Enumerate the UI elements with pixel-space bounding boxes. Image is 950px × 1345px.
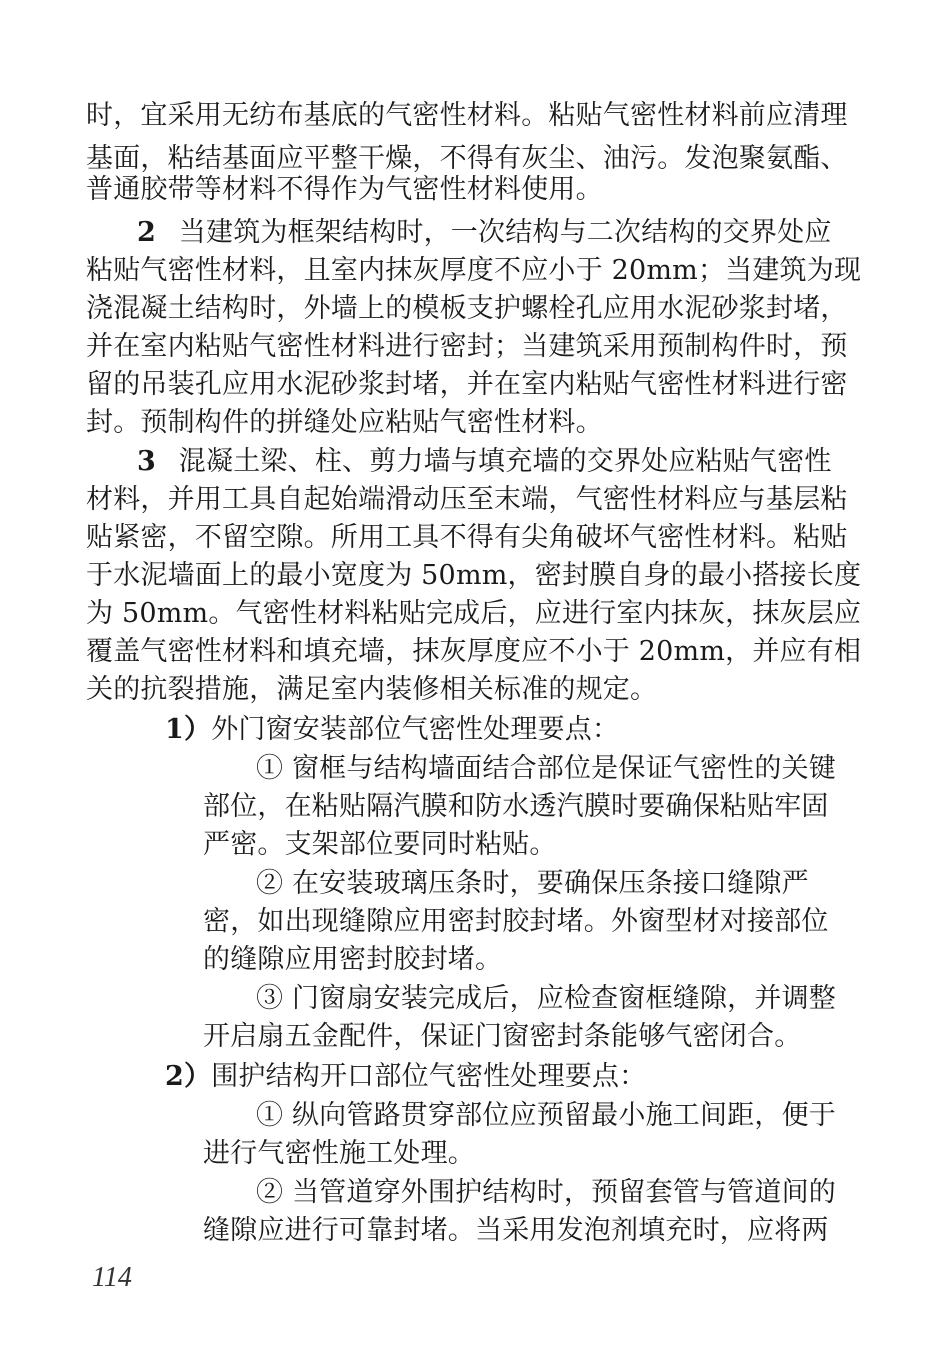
- point-line: 进行气密性施工处理。: [203, 1138, 475, 1169]
- point-line: 开启扇五金配件，保证门窗密封条能够气密闭合。: [203, 1021, 802, 1052]
- paragraph-line: 基面，粘结基面应平整干燥，不得有灰尘、油污。发泡聚氨酯、: [86, 143, 848, 174]
- subsection-2-heading: [165, 1059, 646, 1095]
- item-text: 混凝土梁、柱、剪力墙与填充墙的交界处应粘贴气密性: [178, 446, 832, 477]
- subsection-number: 1）: [165, 714, 212, 745]
- item-number: 2: [137, 217, 156, 248]
- paragraph-line: 封。预制构件的拼缝处应粘贴气密性材料。: [86, 407, 603, 438]
- paragraph-line: 为 50mm。气密性材料粘贴完成后，应进行室内抹灰，抹灰层应: [86, 598, 862, 629]
- item-3-first-line: [137, 444, 832, 480]
- paragraph-line: 于水泥墙面上的最小宽度为 50mm，密封膜自身的最小搭接长度: [86, 560, 862, 591]
- point-line: ② 在安装玻璃压条时，要确保压条接口缝隙严: [256, 868, 809, 899]
- point-line: 部位，在粘贴隔汽膜和防水透汽膜时要确保粘贴牢固: [203, 791, 829, 822]
- item-text: 当建筑为框架结构时，一次结构与二次结构的交界处应: [178, 217, 832, 248]
- item-number: 3: [137, 446, 156, 477]
- paragraph-line: 材料，并用工具自起始端滑动压至末端，气密性材料应与基层粘: [86, 484, 848, 515]
- paragraph-line: 并在室内粘贴气密性材料进行密封；当建筑采用预制构件时，预: [86, 331, 848, 362]
- page-number: 114: [92, 1262, 132, 1293]
- point-line: 密，如出现缝隙应用密封胶封堵。外窗型材对接部位: [203, 906, 829, 937]
- point-line: 严密。支架部位要同时粘贴。: [203, 829, 557, 860]
- paragraph-line: 关的抗裂措施，满足室内装修相关标准的规定。: [86, 674, 658, 705]
- point-line: ③ 门窗扇安装完成后，应检查窗框缝隙，并调整: [256, 983, 836, 1014]
- paragraph-line: 时，宜采用无纺布基底的气密性材料。粘贴气密性材料前应清理: [86, 100, 848, 131]
- paragraph-line: 粘贴气密性材料，且室内抹灰厚度不应小于 20mm；当建筑为现: [86, 255, 862, 286]
- point-line: 的缝隙应用密封胶封堵。: [203, 944, 503, 975]
- subsection-title: 围护结构开口部位气密性处理要点：: [211, 1061, 647, 1092]
- point-line: ① 纵向管路贯穿部位应预留最小施工间距，便于: [256, 1100, 836, 1131]
- paragraph-line: 留的吊装孔应用水泥砂浆封堵，并在室内粘贴气密性材料进行密: [86, 369, 848, 400]
- paragraph-line: 覆盖气密性材料和填充墙，抹灰厚度应不小于 20mm，并应有相: [86, 636, 862, 667]
- subsection-number: 2）: [165, 1061, 212, 1092]
- subsection-title: 外门窗安装部位气密性处理要点：: [211, 714, 620, 745]
- paragraph-line: 贴紧密，不留空隙。所用工具不得有尖角破坏气密性材料。粘贴: [86, 522, 848, 553]
- point-line: 缝隙应进行可靠封堵。当采用发泡剂填充时，应将两: [203, 1215, 829, 1246]
- point-line: ① 窗框与结构墙面结合部位是保证气密性的关键: [256, 753, 836, 784]
- paragraph-line: 普通胶带等材料不得作为气密性材料使用。: [86, 174, 603, 205]
- subsection-1-heading: [165, 712, 619, 748]
- paragraph-line: 浇混凝土结构时，外墙上的模板支护螺栓孔应用水泥砂浆封堵，: [86, 293, 848, 324]
- point-line: ② 当管道穿外围护结构时，预留套管与管道间的: [256, 1177, 836, 1208]
- item-2-first-line: [137, 215, 832, 251]
